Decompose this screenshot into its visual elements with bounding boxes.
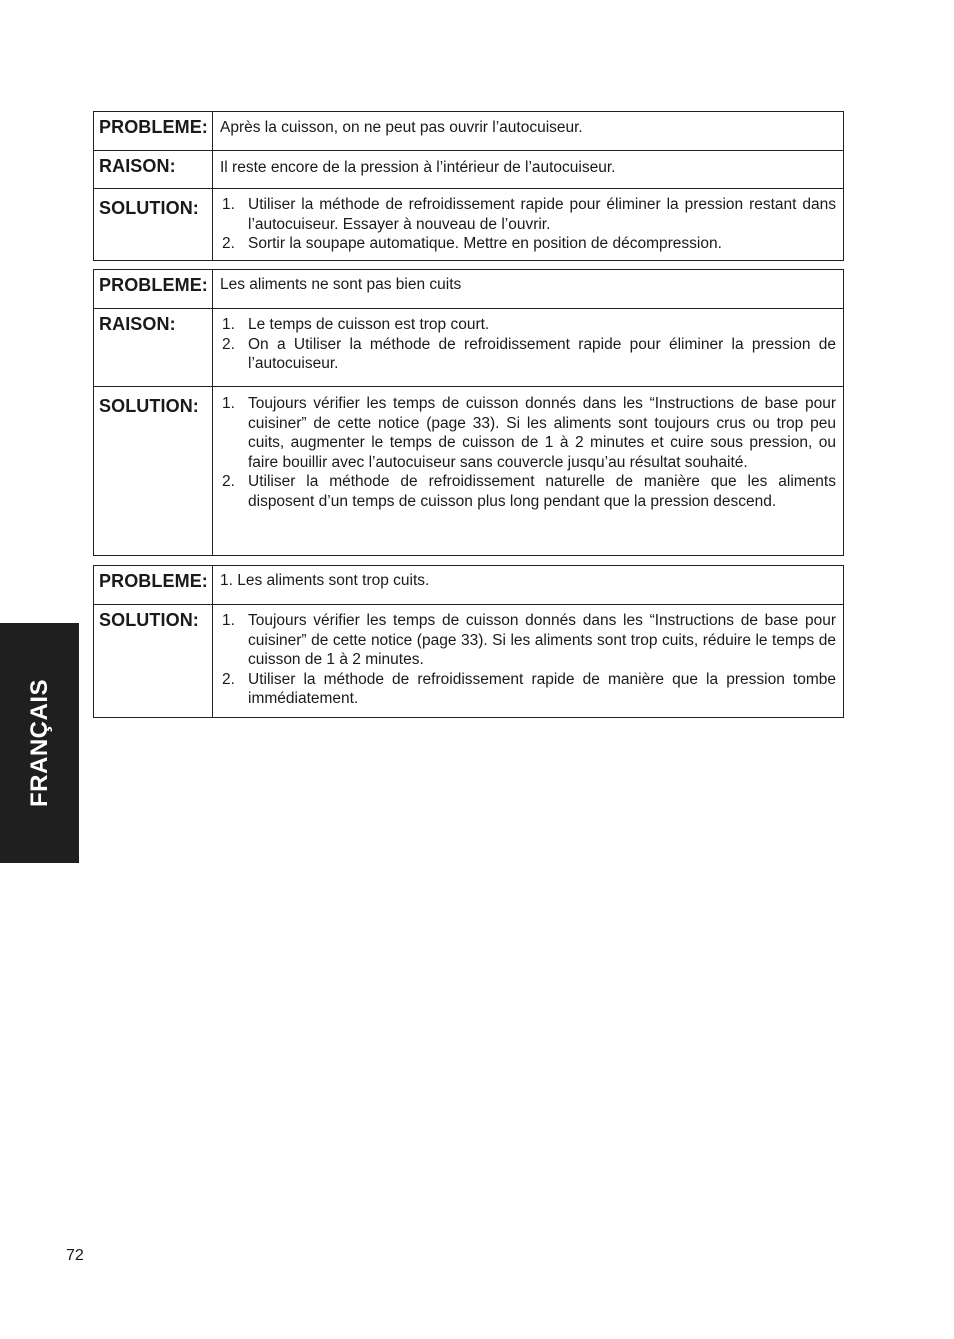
solution-list <box>213 387 843 555</box>
list-item: 1. Utiliser la méthode de refroidissement rapide pour éliminer la pression restant dans l’autocuiseur. Essayer à nouveau de l’ouvrir. <box>222 196 836 233</box>
problem-label: PROBLEME: <box>94 112 213 150</box>
solution-row <box>94 604 843 717</box>
reason-row <box>94 150 843 188</box>
reason-text: Il reste encore de la pression à l’intérieur de l’autocuiseur. <box>220 159 616 176</box>
troubleshooting-block-3 <box>93 565 844 718</box>
solution-row <box>94 188 843 260</box>
list-item: 2. Utiliser la méthode de refroidissement naturelle de manière que les aliments disposent d’un temps de cuisson plus long pendant que la pression descend. <box>222 473 836 510</box>
problem-row <box>94 566 843 604</box>
problem-label: PROBLEME: <box>94 566 213 604</box>
list-item: 2. On a Utiliser la méthode de refroidissement rapide pour éliminer la pression de l’autocuiseur. <box>222 335 836 373</box>
solution-label: SOLUTION: <box>94 387 213 555</box>
solution-list <box>213 605 843 717</box>
reason-list <box>213 309 843 386</box>
reason-row <box>94 308 843 386</box>
list-item: 1. Toujours vérifier les temps de cuisson donnés dans les “Instructions de base pour cuisiner” de cette notice (page 33). Si les aliments sont toujours crus ou trop peu cuits, augmenter le temps de cuisson de 1 à 2 minutes et cuire sous pression, ou faire bouillir avec l’autocuiseur sans couvercle jusqu’au résultat souhaité. <box>222 395 836 471</box>
language-label: FRANÇAIS <box>25 679 53 807</box>
problem-row <box>94 270 843 308</box>
solution-row <box>94 386 843 555</box>
problem-label: PROBLEME: <box>94 270 213 308</box>
list-item: 1. Le temps de cuisson est trop court. <box>222 316 490 333</box>
language-side-tab <box>0 623 79 863</box>
page-number: 72 <box>66 1247 84 1264</box>
reason-label: RAISON: <box>94 151 213 188</box>
troubleshooting-block-1 <box>93 111 844 261</box>
list-item: 1. Toujours vérifier les temps de cuisson donnés dans les “Instructions de base pour cuisiner” de cette notice (page 33). Si les aliments sont trop cuits, réduire le temps de cuisson de 1 à 2 minutes. <box>222 612 836 669</box>
problem-text: 1. Les aliments sont trop cuits. <box>220 572 430 589</box>
list-item: 2. Sortir la soupape automatique. Mettre en position de décompression. <box>222 235 722 253</box>
problem-text: Après la cuisson, on ne peut pas ouvrir l’autocuiseur. <box>220 119 583 136</box>
problem-row <box>94 112 843 150</box>
solution-label: SOLUTION: <box>94 189 213 260</box>
solution-list <box>213 189 843 260</box>
reason-label: RAISON: <box>94 309 213 386</box>
problem-text: Les aliments ne sont pas bien cuits <box>220 276 462 293</box>
troubleshooting-block-2 <box>93 269 844 556</box>
list-item: 2. Utiliser la méthode de refroidissement rapide de manière que la pression tombe immédiatement. <box>222 670 836 708</box>
solution-label: SOLUTION: <box>94 605 213 717</box>
